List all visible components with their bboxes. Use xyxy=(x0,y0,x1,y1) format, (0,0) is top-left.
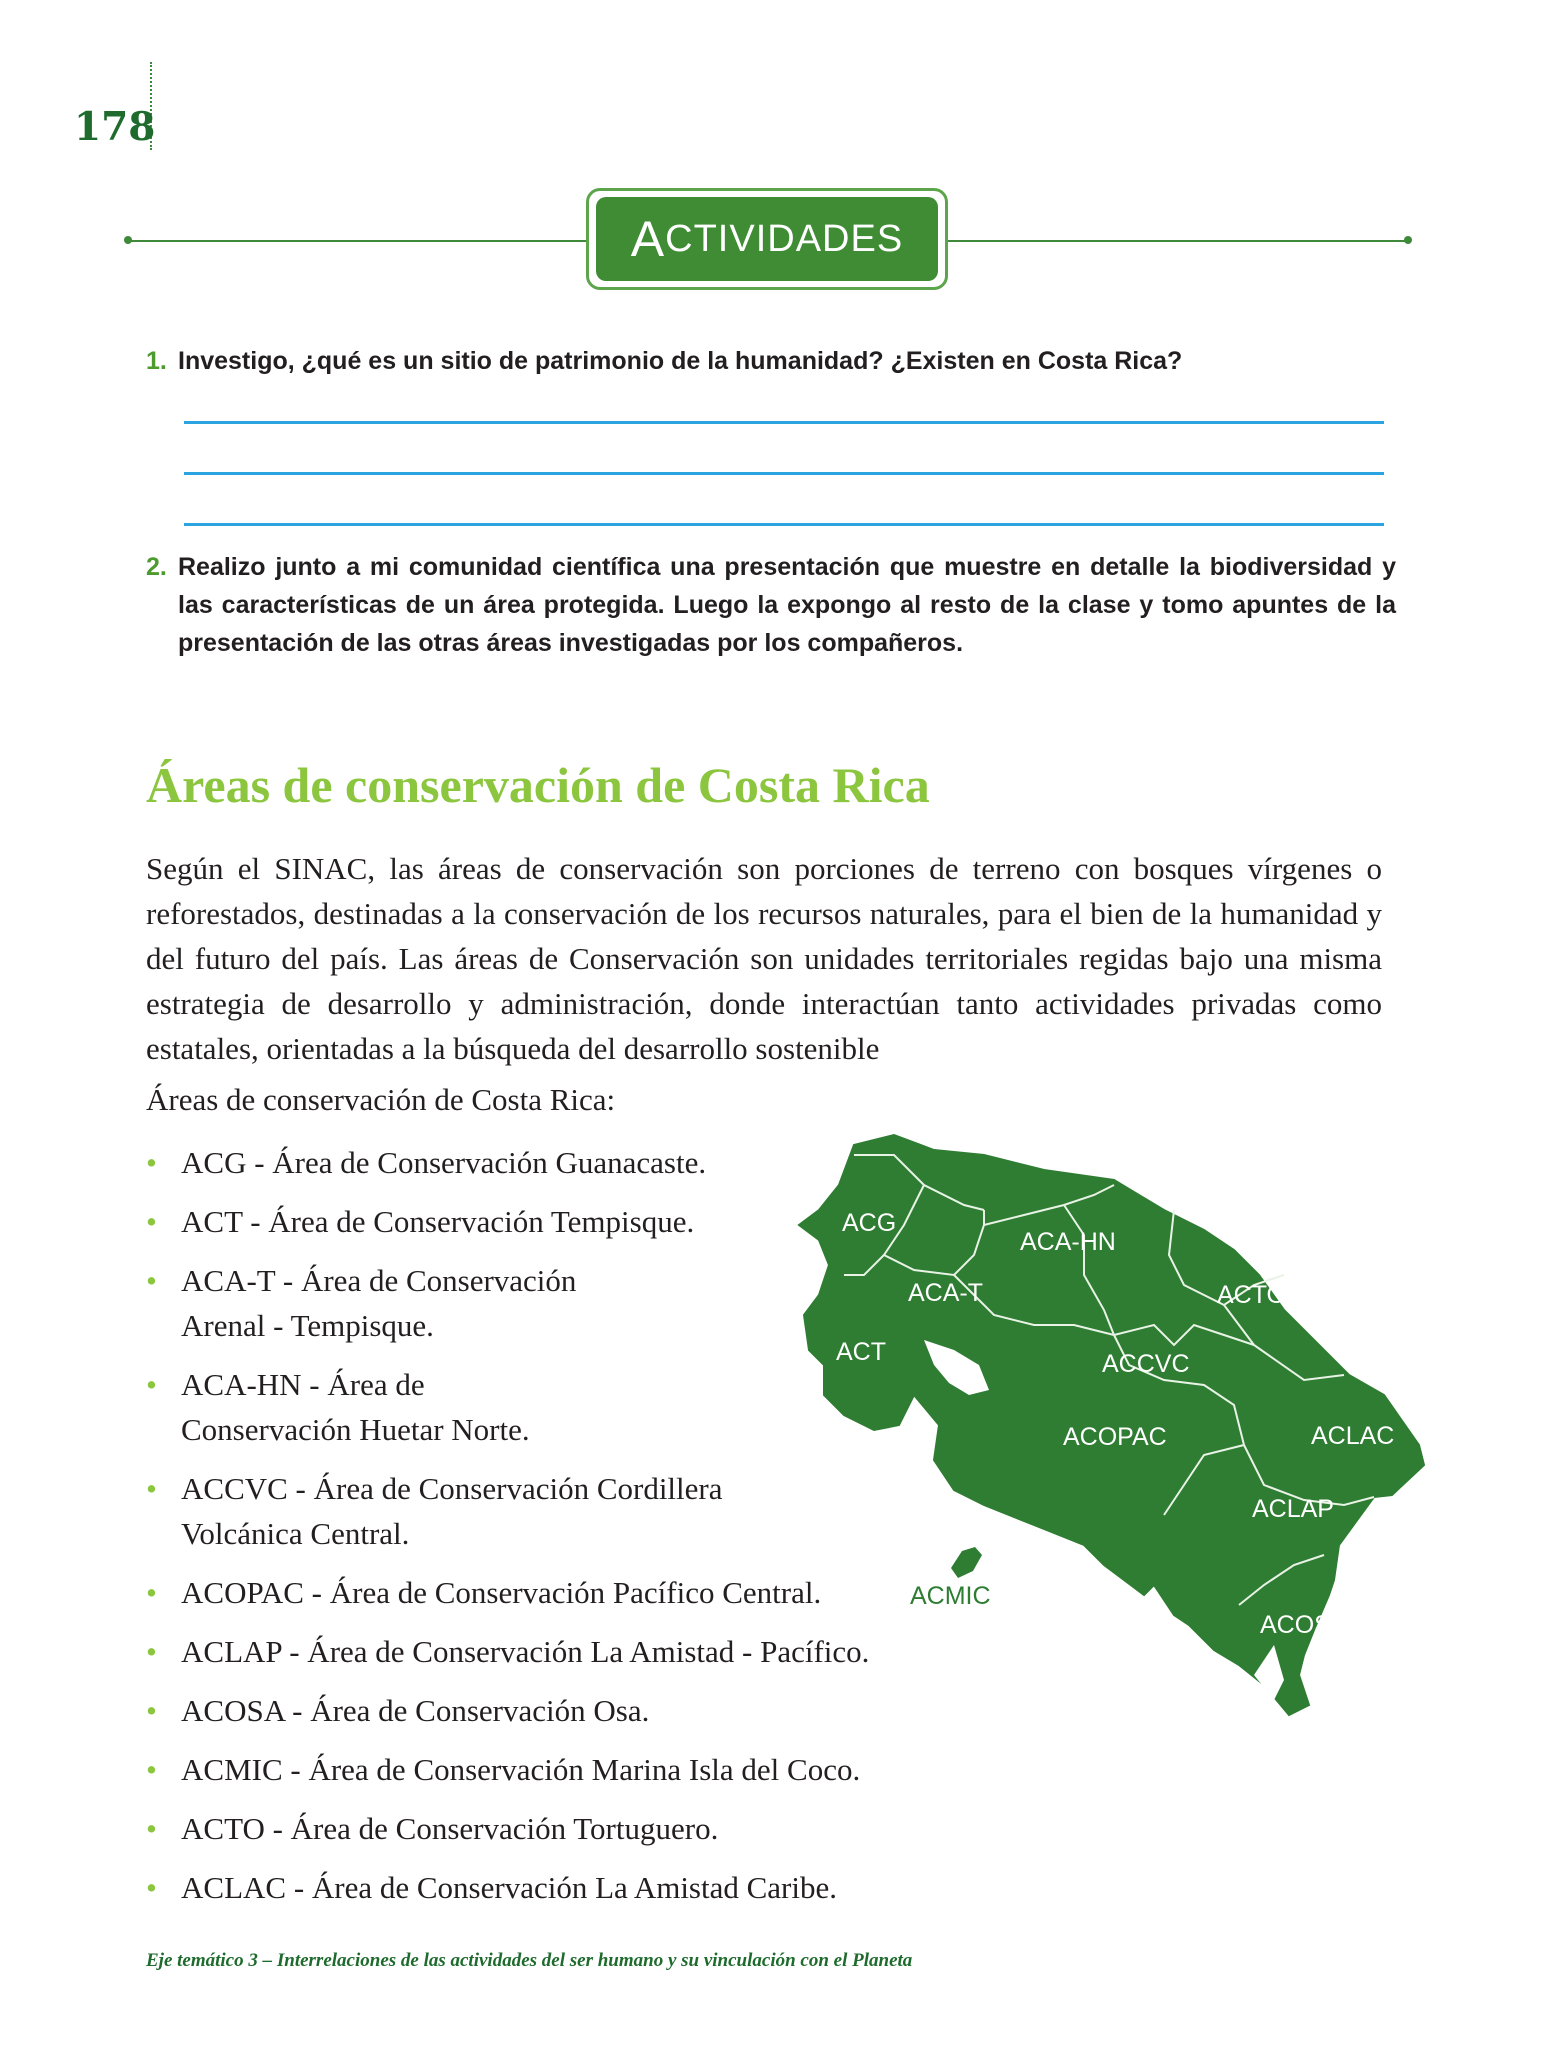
answer-line-1[interactable] xyxy=(184,421,1384,424)
answer-line-3[interactable] xyxy=(184,523,1384,526)
map-label: ACOSA xyxy=(1260,1611,1348,1639)
page-number: 178 xyxy=(74,104,156,150)
bullet-icon: • xyxy=(146,1693,157,1728)
bullet-icon: • xyxy=(146,1752,157,1787)
answer-line-2[interactable] xyxy=(184,472,1384,475)
activity-text: Realizo junto a mi comunidad científica una presentación que muestre en detalle la biodiversidad y las características de un área protegida. Luego la expongo al resto de la clase y tomo apuntes de la presentación de las otras áreas investigadas por los compañeros. xyxy=(178,553,1396,657)
section-title: Áreas de conservación de Costa Rica xyxy=(146,757,930,813)
bullet-icon: • xyxy=(146,1870,157,1905)
intro-paragraph: Según el SINAC, las áreas de conservación son porciones de terreno con bosques vírgenes o reforestados, destinadas a la conservación de los recursos naturales, para el bien de la humanidad y del futuro del país. Las áreas de Conservación son unidades territoriales regidas bajo una misma estrategia de desarrollo y administración, donde interactúan tanto actividades privadas como estatales, orientadas a la búsqueda del desarrollo sostenible xyxy=(146,851,1382,1066)
list-heading: Áreas de conservación de Costa Rica: xyxy=(146,1082,616,1117)
map-label: ACA-T xyxy=(908,1279,983,1307)
activity-2 xyxy=(146,548,1396,662)
list-item-text: ACLAP - Área de Conservación La Amistad - Pacífico. xyxy=(181,1634,870,1669)
bullet-icon: • xyxy=(146,1575,157,1610)
map-label: ACG xyxy=(842,1209,897,1237)
map-label: ACLAC xyxy=(1311,1422,1395,1450)
activity-1 xyxy=(146,342,1396,380)
bullet-icon: • xyxy=(146,1204,157,1239)
bullet-icon: • xyxy=(146,1471,157,1506)
list-item-text: ACA-T - Área de Conservación Arenal - Tempisque. xyxy=(181,1263,577,1343)
map-label: ACA-HN xyxy=(1020,1228,1116,1256)
bullet-icon: • xyxy=(146,1263,157,1298)
bullet-icon: • xyxy=(146,1145,157,1180)
list-item xyxy=(146,1466,821,1556)
map-label: ACMIC xyxy=(910,1582,991,1610)
bullet-icon: • xyxy=(146,1811,157,1846)
activity-number: 1. xyxy=(146,347,167,375)
list-item-text: ACTO - Área de Conservación Tortuguero. xyxy=(181,1811,719,1846)
list-item-text: ACT - Área de Conservación Tempisque. xyxy=(181,1204,695,1239)
list-item xyxy=(146,1865,986,1910)
map-label: ACLAP xyxy=(1252,1495,1334,1523)
activity-text: Investigo, ¿qué es un sitio de patrimonio de la humanidad? ¿Existen en Costa Rica? xyxy=(178,347,1183,375)
acmic-island xyxy=(951,1547,982,1578)
header-rule-dot-left xyxy=(124,236,132,244)
activities-badge xyxy=(596,197,938,281)
map-label: ACTO xyxy=(1217,1281,1286,1309)
page-footer: Eje temático 3 – Interrelaciones de las actividades del ser humano y su vinculación con el Planeta xyxy=(146,1950,913,1971)
list-item-text: ACA-HN - Área de Conservación Huetar Norte. xyxy=(181,1367,530,1447)
costa-rica-map xyxy=(784,1125,1474,1785)
bullet-icon: • xyxy=(146,1367,157,1402)
list-item-text: ACCVC - Área de Conservación Cordillera Volcánica Central. xyxy=(181,1471,723,1551)
bullet-icon: • xyxy=(146,1634,157,1669)
header-rule-dot-right xyxy=(1404,236,1412,244)
map-label: ACCVC xyxy=(1102,1350,1190,1378)
list-item xyxy=(146,1258,601,1348)
list-item-text: ACOPAC - Área de Conservación Pacífico Central. xyxy=(181,1575,822,1610)
activities-badge-rest: CTIVIDADES xyxy=(665,217,904,260)
activity-number: 2. xyxy=(146,553,167,581)
list-item-text: ACOSA - Área de Conservación Osa. xyxy=(181,1693,650,1728)
activities-badge-initial: A xyxy=(630,211,666,267)
list-item-text: ACG - Área de Conservación Guanacaste. xyxy=(181,1145,707,1180)
list-item-text: ACLAC - Área de Conservación La Amistad Caribe. xyxy=(181,1870,837,1905)
map-label: ACT xyxy=(836,1338,886,1366)
list-item-text: ACMIC - Área de Conservación Marina Isla del Coco. xyxy=(181,1752,861,1787)
map-label: ACOPAC xyxy=(1063,1423,1167,1451)
list-item xyxy=(146,1362,601,1452)
list-item xyxy=(146,1806,986,1851)
